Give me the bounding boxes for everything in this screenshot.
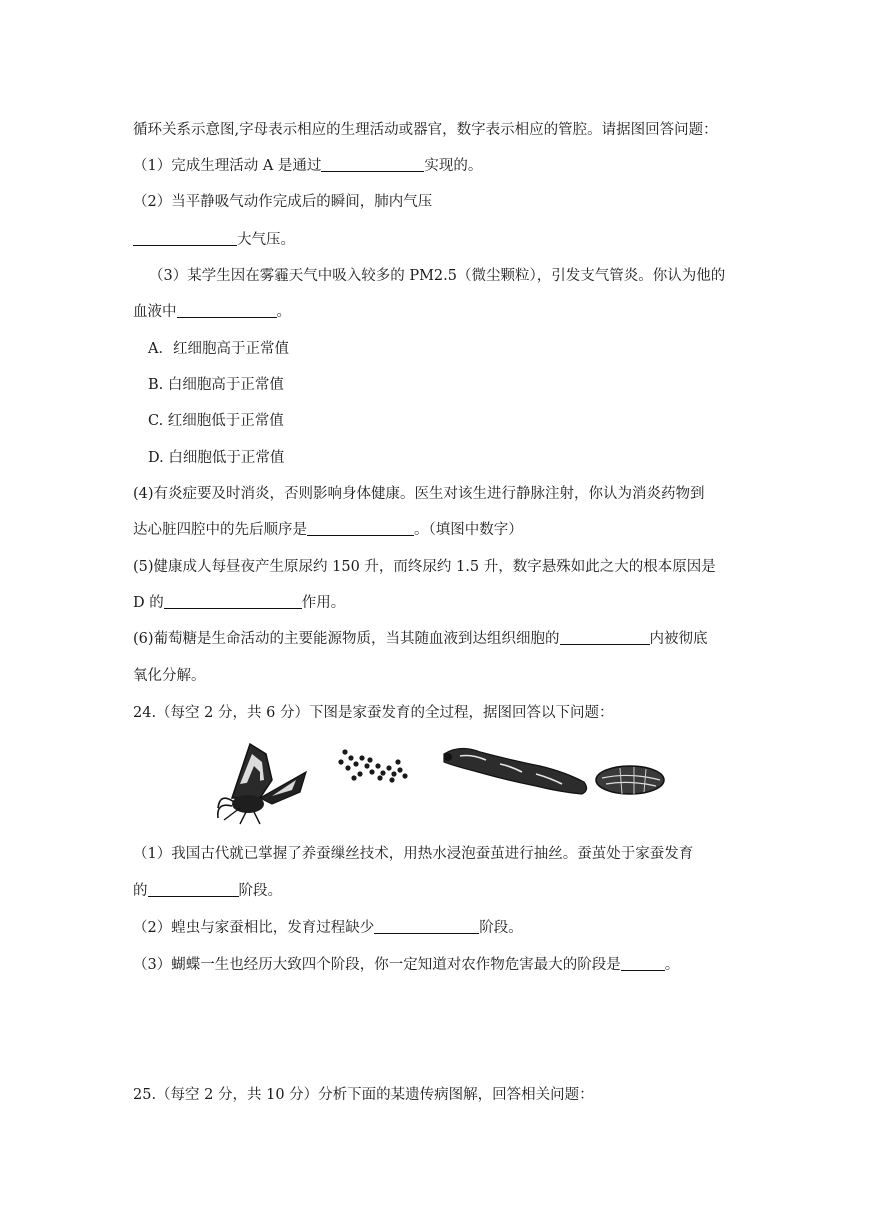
q23-option-c: C. 红细胞低于正常值 <box>148 413 284 429</box>
q23-part3-text: （3）某学生因在雾霾天气中吸入较多的 PM2.5（微尘颗粒），引发支气管炎。你认为他的 <box>149 268 726 284</box>
q24-part3-answer-blank[interactable] <box>621 956 665 972</box>
q23-option-d: D. 白细胞低于正常值 <box>148 450 285 466</box>
q23-part1-text: （1）完成生理活动 A 是通过 <box>133 158 322 174</box>
q23-part3-text-end: 。 <box>276 304 291 320</box>
q23-part6-continued: 氧化分解。 <box>133 668 206 684</box>
q23-part3-answer-blank[interactable] <box>177 303 277 319</box>
q23-part6-text-end: 内被彻底 <box>649 631 708 647</box>
q23-option-b: B. 白细胞高于正常值 <box>148 377 284 393</box>
q24-part3 <box>133 953 679 974</box>
q23-intro-text: 循环关系示意图,字母表示相应的生理活动或器官，数字表示相应的管腔。请据图回答问题： <box>133 122 718 138</box>
q23-part3-text-2: 血液中 <box>133 304 177 320</box>
q23-part4-answer-blank[interactable] <box>307 521 414 537</box>
q24-part2-text-end: 阶段。 <box>479 920 523 936</box>
pupa-illustration <box>596 766 664 794</box>
q24-part1-answer-blank[interactable] <box>148 882 239 898</box>
q23-part5-continued <box>133 591 345 612</box>
q23-part4-continued <box>133 518 523 539</box>
larva-illustration <box>444 748 587 794</box>
q23-part4-text-end: 。（填图中数字） <box>414 522 523 538</box>
q24-part3-text-end: 。 <box>664 957 680 973</box>
q24-part1-text: （1）我国古代就已掌握了养蚕缫丝技术，用热水浸泡蚕茧进行抽丝。蚕茧处于家蚕发育 <box>133 846 694 862</box>
q24-part2-text: （2）蝗虫与家蚕相比，发育过程缺少 <box>133 920 375 936</box>
q23-part5-text-end: 作用。 <box>301 595 346 611</box>
q23-part4-text: (4)有炎症要及时消炎，否则影响身体健康。医生对该生进行静脉注射，你认为消炎药物到 <box>133 486 705 502</box>
q23-part1 <box>133 154 482 175</box>
q24-part1-continued <box>133 879 282 900</box>
q23-part4-text-2: 达心脏四腔中的先后顺序是 <box>133 522 307 538</box>
q23-part1-text-end: 实现的。 <box>424 158 483 174</box>
q24-part1-text-2: 的 <box>133 883 148 899</box>
q24-part3-text: （3）蝴蝶一生也经历大致四个阶段，你一定知道对农作物危害最大的阶段是 <box>133 957 621 973</box>
q24-part2-answer-blank[interactable] <box>374 919 479 935</box>
moth-illustration <box>218 744 306 824</box>
q24-part1-text-end: 阶段。 <box>238 883 282 899</box>
q23-part6-answer-blank[interactable] <box>560 630 650 646</box>
q23-option-a: A．红细胞高于正常值 <box>148 341 289 357</box>
eggs-illustration <box>338 749 407 782</box>
q23-part2-continued <box>133 228 295 249</box>
q23-part6 <box>133 627 708 648</box>
q23-part6-text: (6)葡萄糖是生命活动的主要能源物质，当其随血液到达组织细胞的 <box>133 631 560 647</box>
q23-part2-answer-blank[interactable] <box>133 231 237 247</box>
q23-part5-text: (5)健康成人每昼夜产生原尿约 150 升，而终尿约 1.5 升，数字悬殊如此之大的根本原因是 <box>133 559 716 575</box>
q23-part5-text-2: D 的 <box>133 595 164 611</box>
q23-part2-text-end: 大气压。 <box>237 232 295 248</box>
silkworm-lifecycle-figure <box>210 732 670 826</box>
q23-part2-text: （2）当平静吸气动作完成后的瞬间，肺内气压 <box>133 194 433 210</box>
q24-title: 24.（每空 2 分，共 6 分）下图是家蚕发育的全过程，据图回答以下问题： <box>133 705 614 721</box>
q25-title: 25.（每空 2 分，共 10 分）分析下面的某遗传病图解，回答相关问题： <box>133 1087 594 1103</box>
q23-part1-answer-blank[interactable] <box>321 157 424 173</box>
q23-part5-answer-blank[interactable] <box>164 594 302 610</box>
q24-part2 <box>133 916 523 937</box>
q23-part3-continued <box>133 300 291 321</box>
